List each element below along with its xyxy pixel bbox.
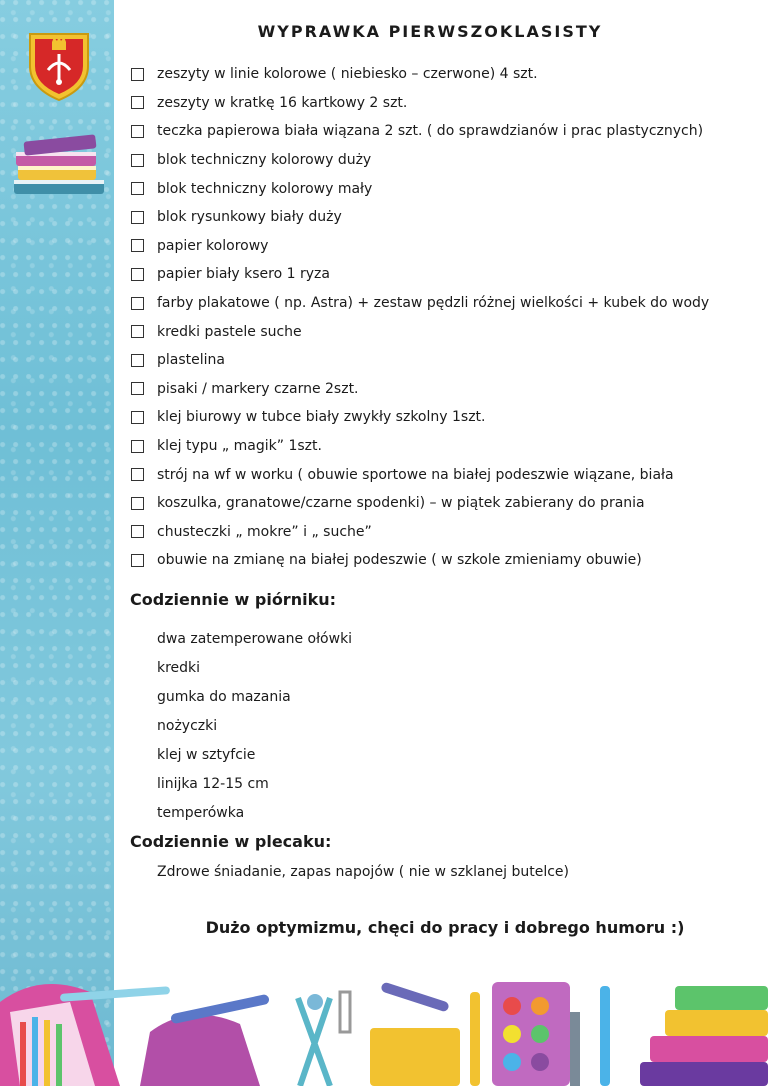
checklist-item-label: zeszyty w kratkę 16 kartkowy 2 szt. xyxy=(157,94,408,111)
checklist-item xyxy=(131,460,761,489)
checklist-item xyxy=(131,89,761,118)
books-stack-icon xyxy=(10,128,108,202)
checklist-item-label: kredki pastele suche xyxy=(157,323,302,340)
checklist-item-label: papier kolorowy xyxy=(157,237,269,254)
checkbox[interactable] xyxy=(131,525,144,538)
list-item: linijka 12-15 cm xyxy=(157,775,269,792)
checklist-item xyxy=(131,317,761,346)
checklist-item xyxy=(131,60,761,89)
checklist-item-label: teczka papierowa biała wiązana 2 szt. ( do sprawdzianów i prac plastycznych) xyxy=(157,123,704,140)
checkbox[interactable] xyxy=(131,125,144,138)
checklist-item xyxy=(131,260,761,289)
checkbox[interactable] xyxy=(131,96,144,109)
checkbox[interactable] xyxy=(131,154,144,167)
supply-checklist xyxy=(131,60,761,575)
list-item: temperówka xyxy=(157,804,245,821)
checklist-item-label: strój na wf w worku ( obuwie sportowe na białej podeszwie wiązane, biała xyxy=(157,466,674,483)
list-item: klej w sztyfcie xyxy=(157,746,256,763)
checklist-item-label: pisaki / markery czarne 2szt. xyxy=(157,380,359,397)
checklist-item-label: plastelina xyxy=(157,352,225,369)
checklist-item xyxy=(131,232,761,261)
checklist-item-label: koszulka, granatowe/czarne spodenki) – w piątek zabierany do prania xyxy=(157,495,645,512)
checklist-item xyxy=(131,489,761,518)
checklist-item-label: klej typu „ magik” 1szt. xyxy=(157,438,322,455)
crest-icon xyxy=(24,26,94,102)
checkbox[interactable] xyxy=(131,68,144,81)
checklist-item-label: farby plakatowe ( np. Astra) + zestaw pędzli różnej wielkości + kubek do wody xyxy=(157,295,710,312)
checkbox[interactable] xyxy=(131,497,144,510)
checklist-item xyxy=(131,203,761,232)
checklist-item xyxy=(131,117,761,146)
checkbox[interactable] xyxy=(131,354,144,367)
school-supplies-illustration xyxy=(0,962,768,1086)
checkbox[interactable] xyxy=(131,182,144,195)
checkbox[interactable] xyxy=(131,325,144,338)
checklist-item-label: papier biały ksero 1 ryza xyxy=(157,266,330,283)
pencil-case-heading: Codziennie w piórniku: xyxy=(130,590,336,609)
checklist-item-label: blok rysunkowy biały duży xyxy=(157,209,342,226)
page-title: WYPRAWKA PIERWSZOKLASISTY xyxy=(257,22,603,41)
checkbox[interactable] xyxy=(131,239,144,252)
checklist-item xyxy=(131,518,761,547)
checklist-item-label: blok techniczny kolorowy duży xyxy=(157,152,372,169)
list-item: dwa zatemperowane ołówki xyxy=(157,630,353,647)
checklist-item xyxy=(131,346,761,375)
checkbox[interactable] xyxy=(131,554,144,567)
checklist-item-label: chusteczki „ mokre” i „ suche” xyxy=(157,523,372,540)
blue-sidebar xyxy=(0,0,114,1086)
checklist-item-label: obuwie na zmianę na białej podeszwie ( w szkole zmieniamy obuwie) xyxy=(157,552,642,569)
checklist-item xyxy=(131,146,761,175)
checkbox[interactable] xyxy=(131,468,144,481)
checklist-item xyxy=(131,546,761,575)
checkbox[interactable] xyxy=(131,411,144,424)
checklist-item xyxy=(131,174,761,203)
checklist-item xyxy=(131,403,761,432)
checkbox[interactable] xyxy=(131,297,144,310)
list-item: gumka do mazania xyxy=(157,688,291,705)
checklist-item-label: zeszyty w linie kolorowe ( niebiesko – czerwone) 4 szt. xyxy=(157,66,538,83)
checklist-item xyxy=(131,432,761,461)
checklist-item xyxy=(131,289,761,318)
pencil-case-list xyxy=(157,624,352,827)
list-item: kredki xyxy=(157,659,201,676)
backpack-note: Zdrowe śniadanie, zapas napojów ( nie w szklanej butelce) xyxy=(157,864,569,880)
checklist-item-label: blok techniczny kolorowy mały xyxy=(157,180,373,197)
checkbox[interactable] xyxy=(131,211,144,224)
checkbox[interactable] xyxy=(131,440,144,453)
list-item: nożyczki xyxy=(157,717,218,734)
checklist-item xyxy=(131,375,761,404)
checkbox[interactable] xyxy=(131,382,144,395)
checkbox[interactable] xyxy=(131,268,144,281)
checklist-item-label: klej biurowy w tubce biały zwykły szkolny 1szt. xyxy=(157,409,486,426)
backpack-heading: Codziennie w plecaku: xyxy=(130,832,332,851)
closing-message: Dużo optymizmu, chęci do pracy i dobrego humoru :) xyxy=(205,918,685,937)
